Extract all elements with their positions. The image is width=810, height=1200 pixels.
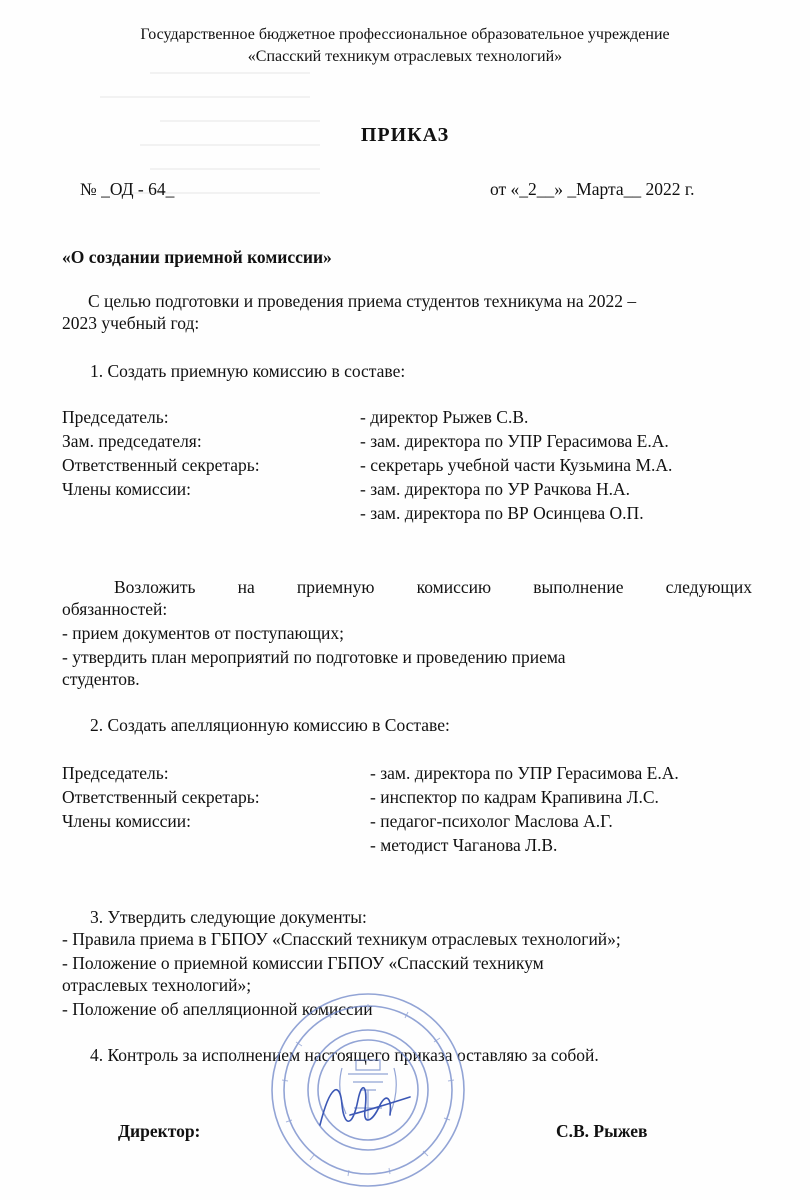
item-3-heading: 3. Утвердить следующие документы: xyxy=(90,907,367,927)
duties-line2: обязанностей: xyxy=(62,599,168,619)
commission1-role: Члены комиссии: xyxy=(62,479,191,499)
order-subject: «О создании приемной комиссии» xyxy=(62,247,332,267)
order-date: от «_2__» _Марта__ 2022 г. xyxy=(490,179,695,199)
director-signature xyxy=(310,1075,420,1135)
commission1-member: - зам. директора по УР Рачкова Н.А. xyxy=(360,479,630,499)
commission2-role: Председатель: xyxy=(62,763,169,783)
commission1-member: - секретарь учебной части Кузьмина М.А. xyxy=(360,455,673,475)
commission1-member: - директор Рыжев С.В. xyxy=(360,407,529,427)
duties-line4: - утвердить план мероприятий по подготовке и проведению приема xyxy=(62,647,566,667)
document-title: ПРИКАЗ xyxy=(360,124,450,146)
item-2-heading: 2. Создать апелляционную комиссию в Составе: xyxy=(90,715,450,735)
document-list-item: - Правила приема в ГБПОУ «Спасский техникум отраслевых технологий»; xyxy=(62,929,621,949)
signature-role: Директор: xyxy=(118,1121,201,1141)
commission2-member: - зам. директора по УПР Герасимова Е.А. xyxy=(370,763,679,783)
commission2-member: - методист Чаганова Л.В. xyxy=(370,835,558,855)
commission1-member: - зам. директора по ВР Осинцева О.П. xyxy=(360,503,644,523)
commission2-member: - инспектор по кадрам Крапивина Л.С. xyxy=(370,787,659,807)
commission1-role: Зам. председателя: xyxy=(62,431,202,451)
document-list-item-cont: отраслевых технологий»; xyxy=(62,975,252,995)
commission1-role: Ответственный секретарь: xyxy=(62,455,260,475)
duties-line1: Возложить на приемную комиссию выполнение следующих xyxy=(114,577,752,597)
item-4-heading: 4. Контроль за исполнением настоящего приказа оставляю за собой. xyxy=(90,1045,599,1065)
commission2-member: - педагог-психолог Маслова А.Г. xyxy=(370,811,613,831)
order-number: № _ОД - 64_ xyxy=(80,179,175,199)
commission2-role: Члены комиссии: xyxy=(62,811,191,831)
duties-line5: студентов. xyxy=(62,669,140,689)
item-1-heading: 1. Создать приемную комиссию в составе: xyxy=(90,361,406,381)
org-name-line1: Государственное бюджетное профессиональное образовательное учреждение xyxy=(140,26,670,43)
commission1-member: - зам. директора по УПР Герасимова Е.А. xyxy=(360,431,669,451)
signature-name: С.В. Рыжев xyxy=(556,1121,648,1141)
org-name-line2: «Спасский техникум отраслевых технологий» xyxy=(247,48,563,65)
document-list-item: - Положение об апелляционной комиссии xyxy=(62,999,373,1019)
intro-line1: С целью подготовки и проведения приема студентов техникума на 2022 – xyxy=(88,291,637,311)
commission2-role: Ответственный секретарь: xyxy=(62,787,260,807)
intro-line2: 2023 учебный год: xyxy=(62,313,200,333)
commission1-role: Председатель: xyxy=(62,407,169,427)
duties-line3: - прием документов от поступающих; xyxy=(62,623,345,643)
document-list-item: - Положение о приемной комиссии ГБПОУ «Спасский техникум xyxy=(62,953,544,973)
